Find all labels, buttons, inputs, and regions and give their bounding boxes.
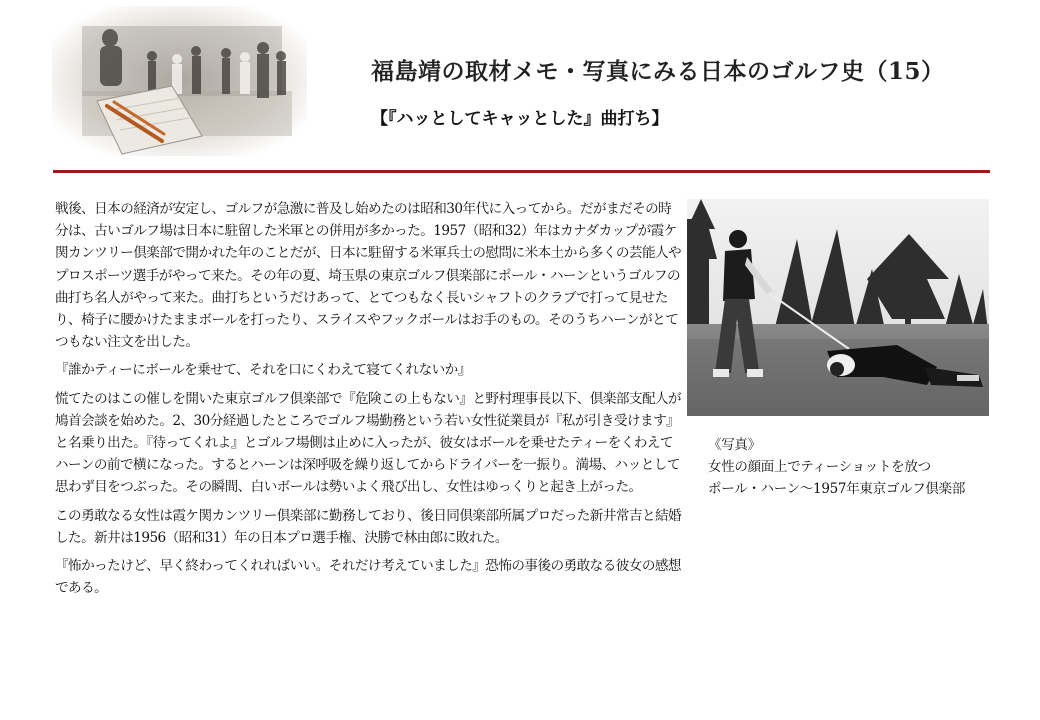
trick-shot-photo-image [687, 199, 989, 416]
photo-caption [708, 434, 1008, 500]
caption-line: 女性の顔面上でティーショットを放つ [708, 459, 931, 475]
page-subtitle: 【『ハッとしてキャッとした』曲打ち】 [371, 109, 669, 129]
article-paragraph: 慌てたのはこの催しを開いた東京ゴルフ倶楽部で『危険この上もない』と野村理事長以下、倶楽部支配人が鳩首会談を始めた。2、30分経過したところでゴルフ場勤務という若い女性従業員が『私が引き受けます』と名乗り出た。『待ってくれよ』とゴルフ場側は止めに入ったが、彼女はボールを乗せたティーをくわえてハーンの前で横になった。するとハーンは深呼吸を繰り返してからドライバーを一振り。満場、ハッとして思わず目をつぶった。その瞬間、白いボールは勢いよく飛び出し、女性はゆっくりと起き上がった。 [55, 390, 682, 496]
article-paragraph: この勇敢なる女性は霞ケ関カンツリー倶楽部に勤務しており、後日同倶楽部所属プロだった新井常吉と結婚した。新井は1956（昭和31）年の日本プロ選手権、決勝で林由郎に敗れた。 [55, 507, 682, 546]
caption-line: ポール・ハーン～1957年東京ゴルフ倶楽部 [708, 481, 966, 497]
historical-photo [687, 199, 989, 416]
header-divider [53, 170, 990, 173]
article-paragraph: 戦後、日本の経済が安定し、ゴルフが急激に普及し始めたのは昭和30年代に入ってから。だがまだその時分は、古いゴルフ場は日本に駐留した米軍との併用が多かった。1957（昭和32）年はカナダカップが霞ケ関カンツリー倶楽部で開かれた年のことだが、日本に駐留する米軍兵士の慰問に米本土から多くの芸能人やプロスポーツ選手がやって来た。その年の夏、埼玉県の東京ゴルフ倶楽部にポール・ハーンというゴルフの曲打ち名人がやって来た。曲打ちというだけあって、とてつもなく長いシャフトのクラブで打って見せたり、椅子に腰かけたままボールを打ったり、スライスやフックボールはお手のもの。そのうちハーンがとてつもない注文を出した。 [55, 201, 682, 351]
vintage-golf-scene-image [52, 6, 307, 156]
article-body [55, 198, 682, 605]
article-quote: 『誰かティーにボールを乗せて、それを口にくわえて寝てくれないか』 [55, 362, 471, 379]
header-vintage-photo-collage [52, 6, 307, 156]
caption-heading: 《写真》 [708, 437, 761, 453]
article-paragraph: 『怖かったけど、早く終わってくれればいい。それだけ考えていました』恐怖の事後の勇敢なる彼女の感想である。 [55, 558, 681, 597]
page-title: 福島靖の取材メモ・写真にみる日本のゴルフ史（15） [371, 58, 945, 85]
